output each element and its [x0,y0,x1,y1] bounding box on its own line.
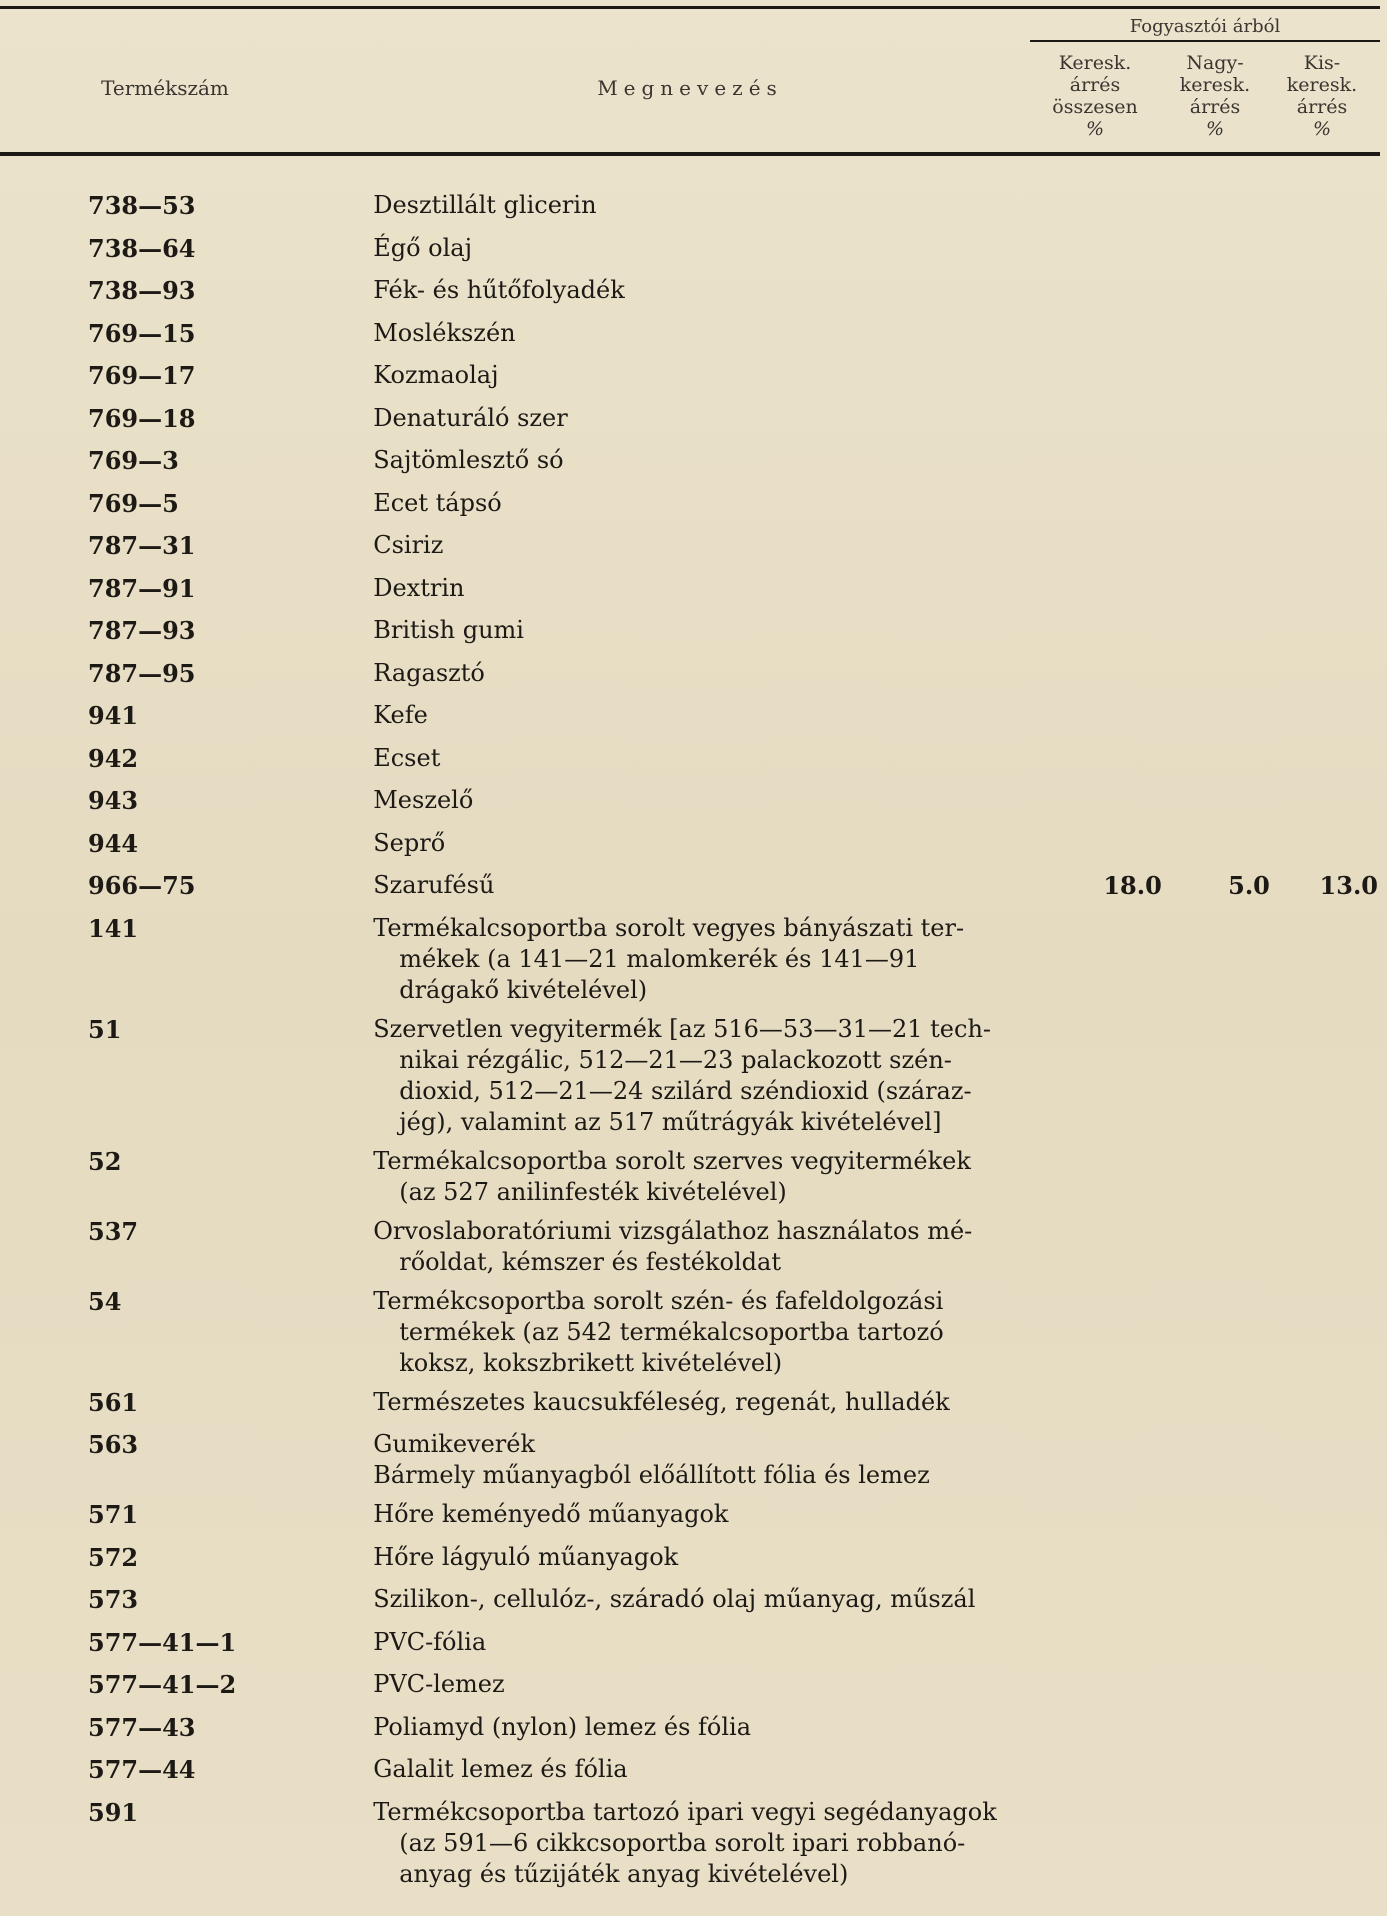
margin-wholesale [1162,785,1270,828]
margin-retail [1270,275,1378,318]
product-name [373,1429,1054,1499]
margin-total [1054,1216,1162,1286]
margin-retail [1270,403,1378,446]
margin-total [1054,190,1162,233]
product-code: 738—64 [88,233,196,263]
margin-total [1054,658,1162,701]
table-row [88,573,1378,616]
margin-wholesale [1162,1429,1270,1499]
product-name [373,785,1054,828]
margin-total [1054,1797,1162,1898]
product-name-line: Ecset [373,743,441,772]
product-code: 787—31 [88,531,196,560]
margin-wholesale [1162,530,1270,573]
table-row [88,275,1378,318]
product-name-line: Ecet tápsó [373,488,502,517]
margin-retail: 13.0 [1319,871,1378,900]
product-name-line: Kefe [373,701,428,729]
product-name-line: PVC-fólia [373,1627,487,1656]
margin-total [1054,1754,1162,1797]
product-name [373,403,1054,446]
product-code: 577—41—2 [88,1670,237,1699]
margin-retail [1270,1542,1378,1585]
margin-retail [1270,743,1378,786]
product-name-line: Termékcsoportba tartozó ipari vegyi segédanyagok [373,1797,997,1826]
margin-wholesale [1162,700,1270,743]
margin-retail [1270,1216,1378,1286]
product-code: 738—93 [88,276,196,305]
margin-wholesale [1162,1499,1270,1542]
margin-retail [1270,1627,1378,1670]
product-code: 787—93 [88,616,196,645]
product-code: 769—18 [88,403,196,433]
margin-retail [1270,785,1378,828]
margin-retail [1270,445,1378,488]
margin-retail [1270,233,1378,276]
product-name-line: Szarufésű [373,871,495,899]
table-row [88,445,1378,488]
product-code: 571 [88,1500,139,1529]
margin-retail [1270,828,1378,871]
table-row [88,1387,1378,1430]
table-row [88,318,1378,361]
product-name-line: British gumi [373,616,524,644]
group-rule [1030,40,1380,42]
product-name-line: Denaturáló szer [373,403,568,432]
product-code: 52 [88,1146,122,1176]
product-name-line: Orvoslaboratóriumi vizsgálathoz használatos mé- [373,1216,973,1245]
margin-retail [1270,1429,1378,1499]
margin-wholesale [1162,1754,1270,1797]
table-row [88,1797,1378,1898]
product-code: 54 [88,1286,122,1316]
table-row [88,870,1378,913]
product-name-line: Galalit lemez és fólia [373,1755,628,1783]
table-row [88,403,1378,446]
margin-wholesale [1162,615,1270,658]
margin-retail [1270,700,1378,743]
product-name [373,488,1054,531]
margin-total [1054,1286,1162,1387]
table-row [88,360,1378,403]
product-name [373,870,1054,913]
product-name-line: Szervetlen vegyitermék [az 516—53—31—21 tech- [373,1014,992,1043]
margin-total [1054,1712,1162,1755]
product-name-line: Csiriz [373,531,444,559]
product-name [373,700,1054,743]
margin-total [1054,828,1162,871]
margin-total [1054,1429,1162,1499]
margin-retail [1270,1014,1378,1146]
margin-retail [1270,530,1378,573]
margin-wholesale [1162,743,1270,786]
margin-total [1054,1669,1162,1712]
product-name-line: Poliamyd (nylon) lemez és fólia [373,1712,752,1741]
product-name-line: Dextrin [373,573,465,602]
table-row [88,1499,1378,1542]
header-col-retail: Kis- keresk. árrés % [1286,52,1358,140]
header-group: Fogyasztói árból [1129,16,1281,37]
product-code: 787—91 [88,573,196,603]
product-name [373,1797,1054,1898]
product-name-line: Természetes kaucsukféleség, regenát, hulladék [373,1387,950,1416]
margin-wholesale [1162,233,1270,276]
product-name-line: Fék- és hűtőfolyadék [373,276,625,304]
table-row [88,1754,1378,1797]
table-row [88,1542,1378,1585]
table-row [88,1712,1378,1755]
margin-retail [1270,360,1378,403]
margin-wholesale [1162,403,1270,446]
product-name-line: mékek (a 141—21 malomkerék és 141—91 [399,944,920,973]
product-name-line: drágakő kivételével) [399,975,648,1004]
margin-wholesale [1162,1014,1270,1146]
product-name [373,530,1054,573]
product-code: 573 [88,1585,139,1614]
product-code: 561 [88,1387,139,1417]
product-name [373,658,1054,701]
margin-total [1054,275,1162,318]
table-row [88,190,1378,233]
product-code: 769—5 [88,488,179,518]
product-name [373,1542,1054,1585]
product-name-line: anyag és tűzijáték anyag kivételével) [399,1859,849,1888]
product-code: 787—95 [88,658,196,688]
margin-total [1054,1387,1162,1430]
margin-total [1054,573,1162,616]
product-name-line: (az 527 anilinfesték kivételével) [399,1177,787,1206]
product-name [373,1754,1054,1797]
margin-total [1054,530,1162,573]
margin-wholesale: 5.0 [1228,871,1270,900]
margin-wholesale [1162,1146,1270,1216]
table-row [88,1146,1378,1216]
margin-wholesale [1162,828,1270,871]
margin-wholesale [1162,1669,1270,1712]
product-name [373,360,1054,403]
margin-wholesale [1162,1216,1270,1286]
margin-total [1054,743,1162,786]
product-name-line: nikai rézgálic, 512—21—23 palackozott szén- [399,1045,952,1074]
product-name-line: Meszelő [373,786,474,814]
margin-wholesale [1162,1627,1270,1670]
product-name [373,233,1054,276]
margin-retail [1270,615,1378,658]
product-name [373,913,1054,1014]
margin-retail [1270,318,1378,361]
header-name: Megnevezés [597,76,783,100]
margin-total [1054,488,1162,531]
margin-retail [1270,1286,1378,1387]
table-row [88,743,1378,786]
margin-total: 18.0 [1103,871,1162,900]
margin-total [1054,445,1162,488]
product-name [373,828,1054,871]
product-name-line: Sajtömlesztő só [373,446,564,474]
product-name [373,190,1054,233]
table-row [88,1584,1378,1627]
table-row [88,828,1378,871]
product-name-line: Ragasztó [373,658,485,687]
table-row [88,1429,1378,1499]
product-code: 769—17 [88,361,196,390]
table-row [88,785,1378,828]
margin-retail [1270,1146,1378,1216]
product-name-line: Égő olaj [373,233,473,262]
product-name-line: Kozmaolaj [373,361,499,389]
margin-retail [1270,658,1378,701]
margin-retail [1270,1797,1378,1898]
table-row [88,1014,1378,1146]
product-name [373,1014,1054,1146]
header-col-total: Keresk. árrés összesen % [1052,52,1138,140]
margin-retail [1270,1584,1378,1627]
product-table [88,190,1378,1898]
product-name [373,1146,1054,1216]
product-name [373,573,1054,616]
header-col-wholesale: Nagy- keresk. árrés % [1179,52,1251,140]
margin-wholesale [1162,573,1270,616]
product-code: 944 [88,828,139,858]
margin-wholesale [1162,318,1270,361]
margin-retail [1270,573,1378,616]
table-row [88,615,1378,658]
product-code: 572 [88,1542,139,1572]
margin-total [1054,700,1162,743]
table-row [88,658,1378,701]
product-name-line: Hőre keményedő műanyagok [373,1500,729,1528]
table-row [88,913,1378,1014]
product-name [373,743,1054,786]
product-code: 591 [88,1797,139,1827]
margin-retail [1270,1754,1378,1797]
margin-retail [1270,190,1378,233]
product-code: 577—43 [88,1712,196,1742]
product-name-line: Termékalcsoportba sorolt vegyes bányászati ter- [373,913,965,942]
product-name-line: jég), valamint az 517 műtrágyák kivételével] [399,1107,942,1136]
product-code: 943 [88,786,139,815]
product-name [373,1712,1054,1755]
margin-total [1054,360,1162,403]
margin-total [1054,1014,1162,1146]
product-name-line: Seprő [373,828,446,857]
product-code: 537 [88,1216,139,1246]
margin-total [1054,615,1162,658]
table-row [88,1216,1378,1286]
product-name-line: koksz, kokszbrikett kivételével) [399,1348,783,1377]
margin-wholesale [1162,1712,1270,1755]
margin-wholesale [1162,275,1270,318]
margin-wholesale [1162,360,1270,403]
top-rule [0,6,1380,9]
table-row [88,233,1378,276]
product-code: 577—41—1 [88,1627,237,1657]
product-name [373,1387,1054,1430]
margin-total [1054,1499,1162,1542]
product-name-line: rőoldat, kémszer és festékoldat [399,1247,781,1276]
header-code: Termékszám [101,76,229,100]
product-name-line: Gumikeverék [373,1430,536,1458]
product-name-line: PVC-lemez [373,1670,505,1698]
margin-total [1054,785,1162,828]
margin-wholesale [1162,1542,1270,1585]
product-code: 942 [88,743,139,773]
margin-wholesale [1162,913,1270,1014]
margin-wholesale [1162,488,1270,531]
product-code: 966—75 [88,871,196,900]
margin-total [1054,233,1162,276]
product-name [373,615,1054,658]
table-row [88,700,1378,743]
product-name [373,1216,1054,1286]
margin-wholesale [1162,658,1270,701]
margin-total [1054,1146,1162,1216]
product-code: 51 [88,1014,122,1044]
margin-retail [1270,1387,1378,1430]
product-name-line: Moslékszén [373,318,516,347]
product-name-line: Termékcsoportba sorolt szén- és fafeldolgozási [373,1286,944,1315]
table-row [88,1627,1378,1670]
product-name-line: Desztillált glicerin [373,191,597,219]
header-bottom-rule [0,152,1380,156]
margin-wholesale [1162,1286,1270,1387]
margin-retail [1270,1712,1378,1755]
product-name [373,275,1054,318]
product-code: 738—53 [88,191,196,220]
product-name [373,1499,1054,1542]
product-code: 577—44 [88,1755,196,1784]
product-name [373,1584,1054,1627]
margin-retail [1270,488,1378,531]
table-row [88,488,1378,531]
margin-total [1054,1584,1162,1627]
product-name [373,445,1054,488]
product-name-line: Bármely műanyagból előállított fólia és lemez [373,1461,930,1489]
margin-wholesale [1162,1584,1270,1627]
margin-wholesale [1162,190,1270,233]
product-name-line: termékek (az 542 termékalcsoportba tartozó [399,1317,944,1346]
product-name-line: Hőre lágyuló műanyagok [373,1542,679,1571]
margin-total [1054,913,1162,1014]
margin-total [1054,1627,1162,1670]
product-name-line: Szilikon-, cellulóz-, száradó olaj műanyag, műszál [373,1585,976,1613]
margin-total [1054,403,1162,446]
product-code: 941 [88,701,139,730]
table-row [88,530,1378,573]
margin-wholesale [1162,1797,1270,1898]
margin-wholesale [1162,445,1270,488]
product-name-line: dioxid, 512—21—24 szilárd széndioxid (száraz- [399,1076,972,1105]
product-code: 769—3 [88,446,179,475]
product-name [373,1627,1054,1670]
table-row [88,1669,1378,1712]
product-code: 141 [88,913,139,943]
product-name-line: Termékalcsoportba sorolt szerves vegyitermékek [373,1146,971,1175]
margin-retail [1270,1499,1378,1542]
table-row [88,1286,1378,1387]
margin-total [1054,318,1162,361]
margin-retail [1270,913,1378,1014]
product-name [373,1286,1054,1387]
product-name-line: (az 591—6 cikkcsoportba sorolt ipari robbanó- [399,1828,966,1857]
margin-total [1054,1542,1162,1585]
product-name [373,1669,1054,1712]
margin-wholesale [1162,1387,1270,1430]
margin-retail [1270,1669,1378,1712]
product-code: 769—15 [88,318,196,348]
product-code: 563 [88,1430,139,1459]
product-name [373,318,1054,361]
